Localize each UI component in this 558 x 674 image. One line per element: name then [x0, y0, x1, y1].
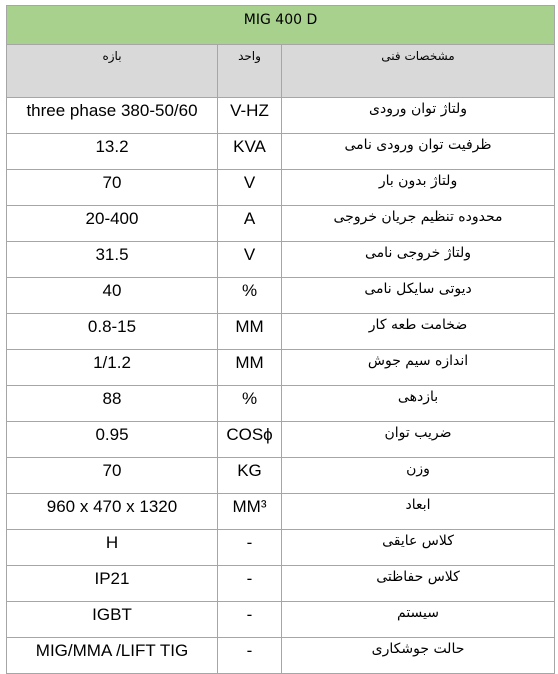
spec-cell: حالت جوشکاری [282, 638, 555, 674]
unit-cell: V [218, 242, 282, 278]
spec-cell: ولتاژ خروجی نامی [282, 242, 555, 278]
unit-cell: MM [218, 350, 282, 386]
range-cell: IP21 [7, 566, 218, 602]
range-cell: 70 [7, 458, 218, 494]
table-row [7, 530, 555, 566]
table-row [7, 494, 555, 530]
range-cell: 40 [7, 278, 218, 314]
table-title-row [7, 6, 555, 45]
unit-cell: KG [218, 458, 282, 494]
spec-table-container [6, 5, 555, 674]
spec-table [6, 5, 555, 674]
table-row [7, 602, 555, 638]
range-cell: 31.5 [7, 242, 218, 278]
table-row [7, 314, 555, 350]
range-cell: 70 [7, 170, 218, 206]
spec-cell: محدوده تنظیم جریان خروجی [282, 206, 555, 242]
unit-cell: - [218, 638, 282, 674]
table-row [7, 458, 555, 494]
unit-cell: - [218, 530, 282, 566]
range-cell: 20-400 [7, 206, 218, 242]
spec-cell: کلاس حفاظتی [282, 566, 555, 602]
unit-cell: % [218, 386, 282, 422]
unit-cell: MM³ [218, 494, 282, 530]
spec-cell: ظرفیت توان ورودی نامی [282, 134, 555, 170]
range-cell: 960 x 470 x 1320 [7, 494, 218, 530]
spec-cell: سیستم [282, 602, 555, 638]
table-row [7, 134, 555, 170]
table-row [7, 638, 555, 674]
range-cell: 0.8-15 [7, 314, 218, 350]
unit-cell: V [218, 170, 282, 206]
header-spec: مشخصات فنی [282, 45, 555, 98]
table-header-row [7, 45, 555, 98]
unit-cell: KVA [218, 134, 282, 170]
range-cell: H [7, 530, 218, 566]
unit-cell: A [218, 206, 282, 242]
table-row [7, 566, 555, 602]
range-cell: IGBT [7, 602, 218, 638]
header-range: بازه [7, 45, 218, 98]
table-row [7, 206, 555, 242]
unit-cell: - [218, 566, 282, 602]
spec-cell: ضخامت طعه کار [282, 314, 555, 350]
table-row [7, 242, 555, 278]
range-cell: MIG/MMA /LIFT TIG [7, 638, 218, 674]
table-row [7, 98, 555, 134]
spec-cell: دیوتی سایکل نامی [282, 278, 555, 314]
range-cell: three phase 380-50/60 [7, 98, 218, 134]
table-title: MIG 400 D [7, 6, 555, 45]
unit-cell: - [218, 602, 282, 638]
spec-cell: ولتاژ توان ورودی [282, 98, 555, 134]
range-cell: 13.2 [7, 134, 218, 170]
table-row [7, 170, 555, 206]
spec-cell: ابعاد [282, 494, 555, 530]
spec-cell: اندازه سیم جوش [282, 350, 555, 386]
spec-cell: وزن [282, 458, 555, 494]
unit-cell: V-HZ [218, 98, 282, 134]
spec-cell: کلاس عایقی [282, 530, 555, 566]
table-row [7, 386, 555, 422]
table-row [7, 422, 555, 458]
range-cell: 0.95 [7, 422, 218, 458]
table-row [7, 350, 555, 386]
spec-cell: ولتاژ بدون بار [282, 170, 555, 206]
spec-cell: بازدهی [282, 386, 555, 422]
unit-cell: MM [218, 314, 282, 350]
spec-cell: ضریب توان [282, 422, 555, 458]
range-cell: 1/1.2 [7, 350, 218, 386]
unit-cell: COSϕ [218, 422, 282, 458]
header-unit: واحد [218, 45, 282, 98]
range-cell: 88 [7, 386, 218, 422]
table-row [7, 278, 555, 314]
unit-cell: % [218, 278, 282, 314]
